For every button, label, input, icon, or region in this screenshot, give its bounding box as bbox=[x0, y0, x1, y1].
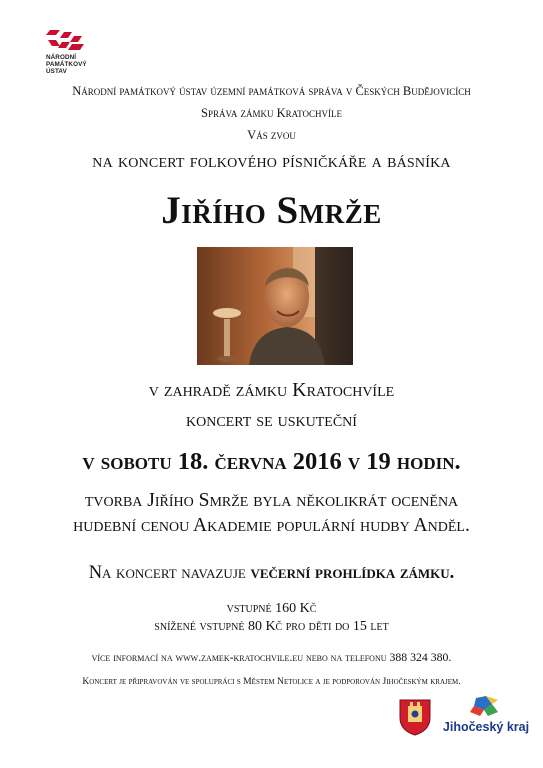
organization-name: Národní památkový ústav územní památková správa v Českých Budějovicích bbox=[72, 84, 471, 98]
regular-price: vstupné 160 Kč bbox=[226, 601, 317, 616]
concert-occurs-text: koncert se uskuteční bbox=[186, 409, 357, 431]
reduced-price: snížené vstupné 80 Kč pro děti do 15 let bbox=[154, 619, 389, 634]
cooperation-note: Koncert je připravován ve spolupráci s Městem Netolice a je podporován Jihočeským krajem. bbox=[82, 676, 461, 687]
tour-highlight: večerní prohlídka zámku. bbox=[250, 563, 455, 583]
npu-logo bbox=[46, 30, 106, 76]
award-line-2: hudební cenou Akademie populární hudby Anděl. bbox=[73, 515, 470, 536]
concert-heading: na koncert folkového písničkáře a básníka bbox=[92, 151, 451, 172]
venue-text: v zahradě zámku Kratochvíle bbox=[148, 379, 395, 401]
region-logo bbox=[440, 694, 532, 740]
logo-text-line3: ÚSTAV bbox=[46, 68, 67, 76]
artist-photo bbox=[197, 247, 353, 365]
logo-text-line1: NÁRODNÍ bbox=[46, 54, 77, 61]
tour-prefix: Na koncert navazuje bbox=[88, 563, 246, 583]
tour-notice bbox=[0, 563, 543, 584]
logo-text-line2: PAMÁTKOVÝ bbox=[46, 61, 87, 69]
region-logo-text: Jihočeský kraj bbox=[442, 720, 530, 734]
artist-name: Jiřího Smrže bbox=[161, 189, 382, 232]
netolice-crest bbox=[398, 698, 432, 736]
more-info: více informací na www.zamek-kratochvile.eu nebo na telefonu 388 324 380. bbox=[91, 650, 452, 664]
npu-logo-icon bbox=[46, 30, 86, 52]
award-line-1: tvorba Jiřího Smrže byla několikrát oceněna bbox=[84, 490, 459, 511]
event-datetime: v sobotu 18. června 2016 v 19 hodin. bbox=[82, 448, 461, 475]
region-logo-icon bbox=[440, 694, 532, 720]
invitation-text: Vás zvou bbox=[247, 128, 296, 142]
castle-administration: Správa zámku Kratochvíle bbox=[201, 106, 342, 120]
